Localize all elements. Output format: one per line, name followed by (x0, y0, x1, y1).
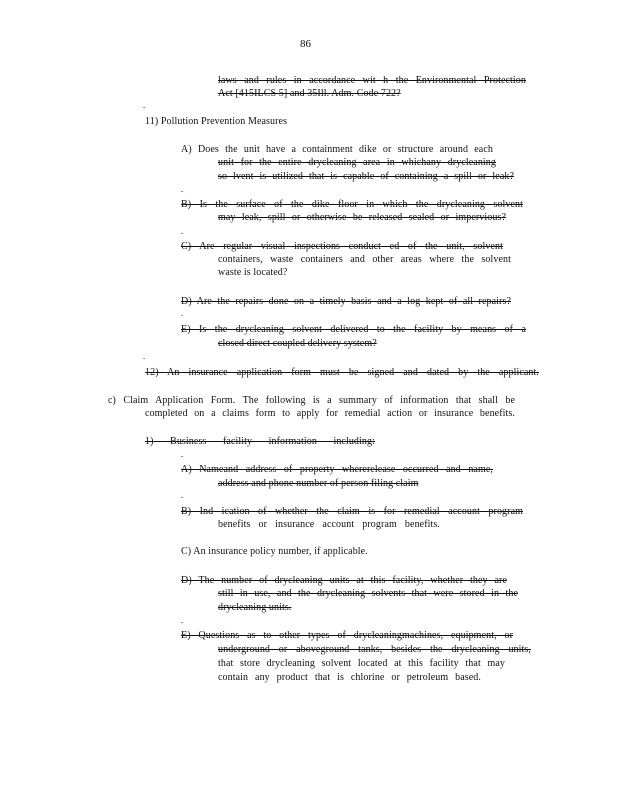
revision-marker: - (181, 452, 184, 460)
section-c-line-2: completed on a claims form to apply for remedial action or insurance benefits. (145, 408, 515, 419)
business-e-line-2: underground or aboveground tanks, besides the drycleaning units, (218, 644, 531, 655)
business-d-line-1: D) The number of drycleaning units at this facility, whether they are (181, 575, 507, 586)
business-b-line-2: benefits or insurance account program benefits. (218, 519, 440, 530)
business-e-line-3: that store drycleaning solvent located at this facility that may (218, 658, 505, 669)
business-d-line-2: still in use, and the drycleaning solvents that were stored in the (218, 588, 518, 599)
business-a-line-1: A) Nameand address of property whererelease occurred and name, (181, 464, 493, 475)
item-11a-line-2: unit for the entire drycleaning area in whichany drycleaning (218, 157, 496, 168)
business-b-line-1: B) Ind ication of whether the claim is for remedial account program (181, 506, 523, 517)
business-d-line-3: drycleaning units. (218, 602, 292, 613)
revision-marker: - (143, 103, 146, 111)
revision-marker: - (181, 311, 184, 319)
item-12: 12) An insurance application form must be signed and dated by the applicant. (145, 367, 539, 378)
section-c-line-1: c) Claim Application Form. The following is a summary of information that shall be (108, 395, 515, 406)
item-11a-line-1: A) Does the unit have a containment dike or structure around each (181, 144, 493, 155)
item-11b-line-2: may leak, spill or otherwise be released sealed or impervious? (218, 212, 506, 223)
item-11d-line-1: D) Are the repairs done on a timely basis and a log kept of all repairs? (181, 296, 511, 307)
top-line-2: Act [415ILCS 5] and 35Ill. Adm. Code 722? (218, 88, 401, 99)
page-number: 86 (300, 38, 311, 50)
revision-marker: - (181, 187, 184, 195)
item-11c-line-3: waste is located? (218, 267, 288, 278)
revision-marker: - (143, 354, 146, 362)
item-11e-line-1: E) Is the drycleaning solvent delivered to the facility by means of a (181, 324, 526, 335)
business-e-line-1: E) Questions as to other types of drycleaningmachines, equipment, or (181, 630, 513, 641)
item-11e-line-2: closed direct coupled delivery system? (218, 338, 377, 349)
business-info-heading: 1) Business facility information including: (145, 436, 375, 447)
top-line-1: laws and rules in accordance wit h the Environmental Protection (218, 75, 526, 86)
item-11b-line-1: B) Is the surface of the dike floor in which the drycleaning solvent (181, 199, 523, 210)
business-a-line-2: address and phone number of person filing claim (218, 478, 419, 489)
revision-marker: - (181, 229, 184, 237)
revision-marker: - (181, 618, 184, 626)
business-c-line-1: C) An insurance policy number, if applicable. (181, 546, 368, 557)
revision-marker: - (181, 493, 184, 501)
item-11a-line-3: so lvent is utilized that is capable of containing a spill or leak? (218, 171, 514, 182)
item-11-heading: 11) Pollution Prevention Measures (145, 116, 288, 127)
item-11c-line-2: containers, waste containers and other areas where the solvent (218, 254, 511, 265)
business-e-line-4: contain any product that is chlorine or petroleum based. (218, 672, 481, 683)
item-11c-line-1: C) Are regular visual inspections conduct ed of the unit, solvent (181, 241, 503, 252)
